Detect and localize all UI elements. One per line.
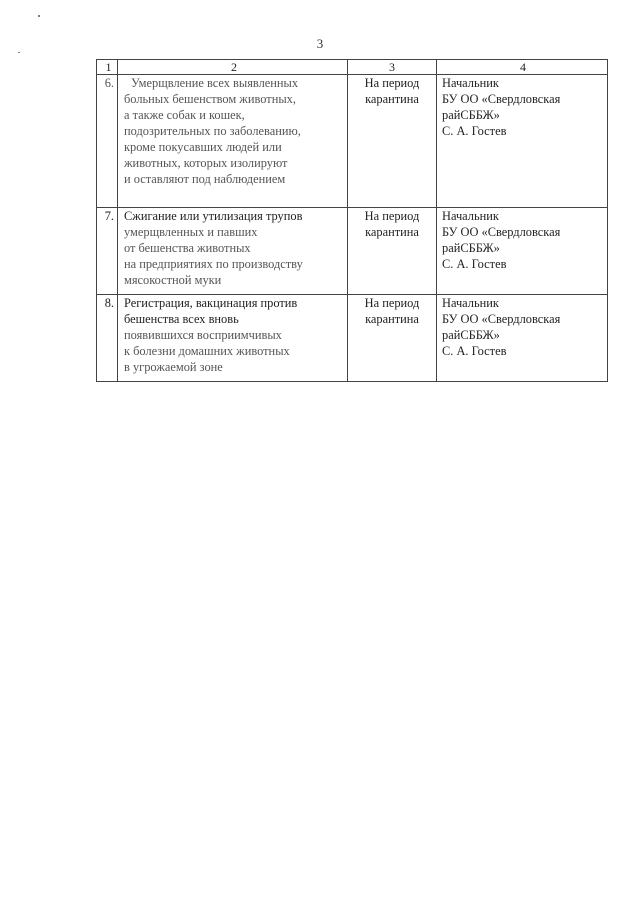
action-cell: [118, 208, 348, 295]
page-number: 3: [316, 36, 324, 51]
action-line: на предприятиях по производству: [124, 257, 303, 271]
responsible-line: Начальник: [442, 76, 499, 90]
action-line: кроме покусавших людей или: [124, 140, 282, 154]
action-line: бешенства всех вновь: [124, 312, 239, 326]
responsible-cell: [437, 208, 608, 295]
responsible-line: БУ ОО «Свердловская: [442, 225, 561, 239]
responsible-line: райСББЖ»: [442, 108, 500, 122]
header-row: [97, 60, 608, 75]
action-line: Регистрация, вакцинация против: [124, 296, 298, 310]
period-line: На период: [364, 209, 420, 223]
responsible-line: БУ ОО «Свердловская: [442, 92, 561, 106]
action-line: к болезни домашних животных: [124, 344, 290, 358]
table-row: [97, 75, 608, 208]
action-line: животных, которых изолируют: [124, 156, 288, 170]
responsible-line: БУ ОО «Свердловская: [442, 312, 561, 326]
action-line: больных бешенством животных,: [124, 92, 296, 106]
measures-table: [96, 59, 608, 382]
period-line: На период: [364, 296, 420, 310]
responsible-line: райСББЖ»: [442, 328, 500, 342]
period-cell: [348, 295, 437, 382]
period-line: карантина: [365, 225, 419, 239]
responsible-line: С. А. Гостев: [442, 124, 507, 138]
action-line: в угрожаемой зоне: [124, 360, 223, 374]
row-number: 8.: [97, 295, 118, 382]
header-col-3: 3: [348, 60, 437, 75]
header-col-2: 2: [118, 60, 348, 75]
period-line: карантина: [365, 92, 419, 106]
action-line: мясокостной муки: [124, 273, 222, 287]
action-line: Сжигание или утилизация трупов: [124, 209, 303, 223]
responsible-line: С. А. Гостев: [442, 344, 507, 358]
action-line: умерщвленных и павших: [124, 225, 258, 239]
responsible-cell: [437, 75, 608, 208]
row-number: 6.: [97, 75, 118, 208]
responsible-cell: [437, 295, 608, 382]
period-cell: [348, 75, 437, 208]
responsible-line: Начальник: [442, 209, 499, 223]
period-line: карантина: [365, 312, 419, 326]
responsible-line: райСББЖ»: [442, 241, 500, 255]
action-cell: [118, 75, 348, 208]
action-line: от бешенства животных: [124, 241, 251, 255]
scan-speck: [38, 15, 40, 17]
period-cell: [348, 208, 437, 295]
action-cell: [118, 295, 348, 382]
table-row: [97, 295, 608, 382]
header-col-4: 4: [437, 60, 608, 75]
row-number: 7.: [97, 208, 118, 295]
responsible-line: Начальник: [442, 296, 499, 310]
period-line: На период: [364, 76, 420, 90]
action-line: появившихся восприимчивых: [124, 328, 282, 342]
header-col-1: 1: [97, 60, 118, 75]
scan-speck: [18, 52, 20, 53]
action-line: а также собак и кошек,: [124, 108, 245, 122]
action-line: подозрительных по заболеванию,: [124, 124, 301, 138]
action-line: Умерщвление всех выявленных: [131, 76, 299, 90]
table-row: [97, 208, 608, 295]
action-line: и оставляют под наблюдением: [124, 172, 286, 186]
responsible-line: С. А. Гостев: [442, 257, 507, 271]
